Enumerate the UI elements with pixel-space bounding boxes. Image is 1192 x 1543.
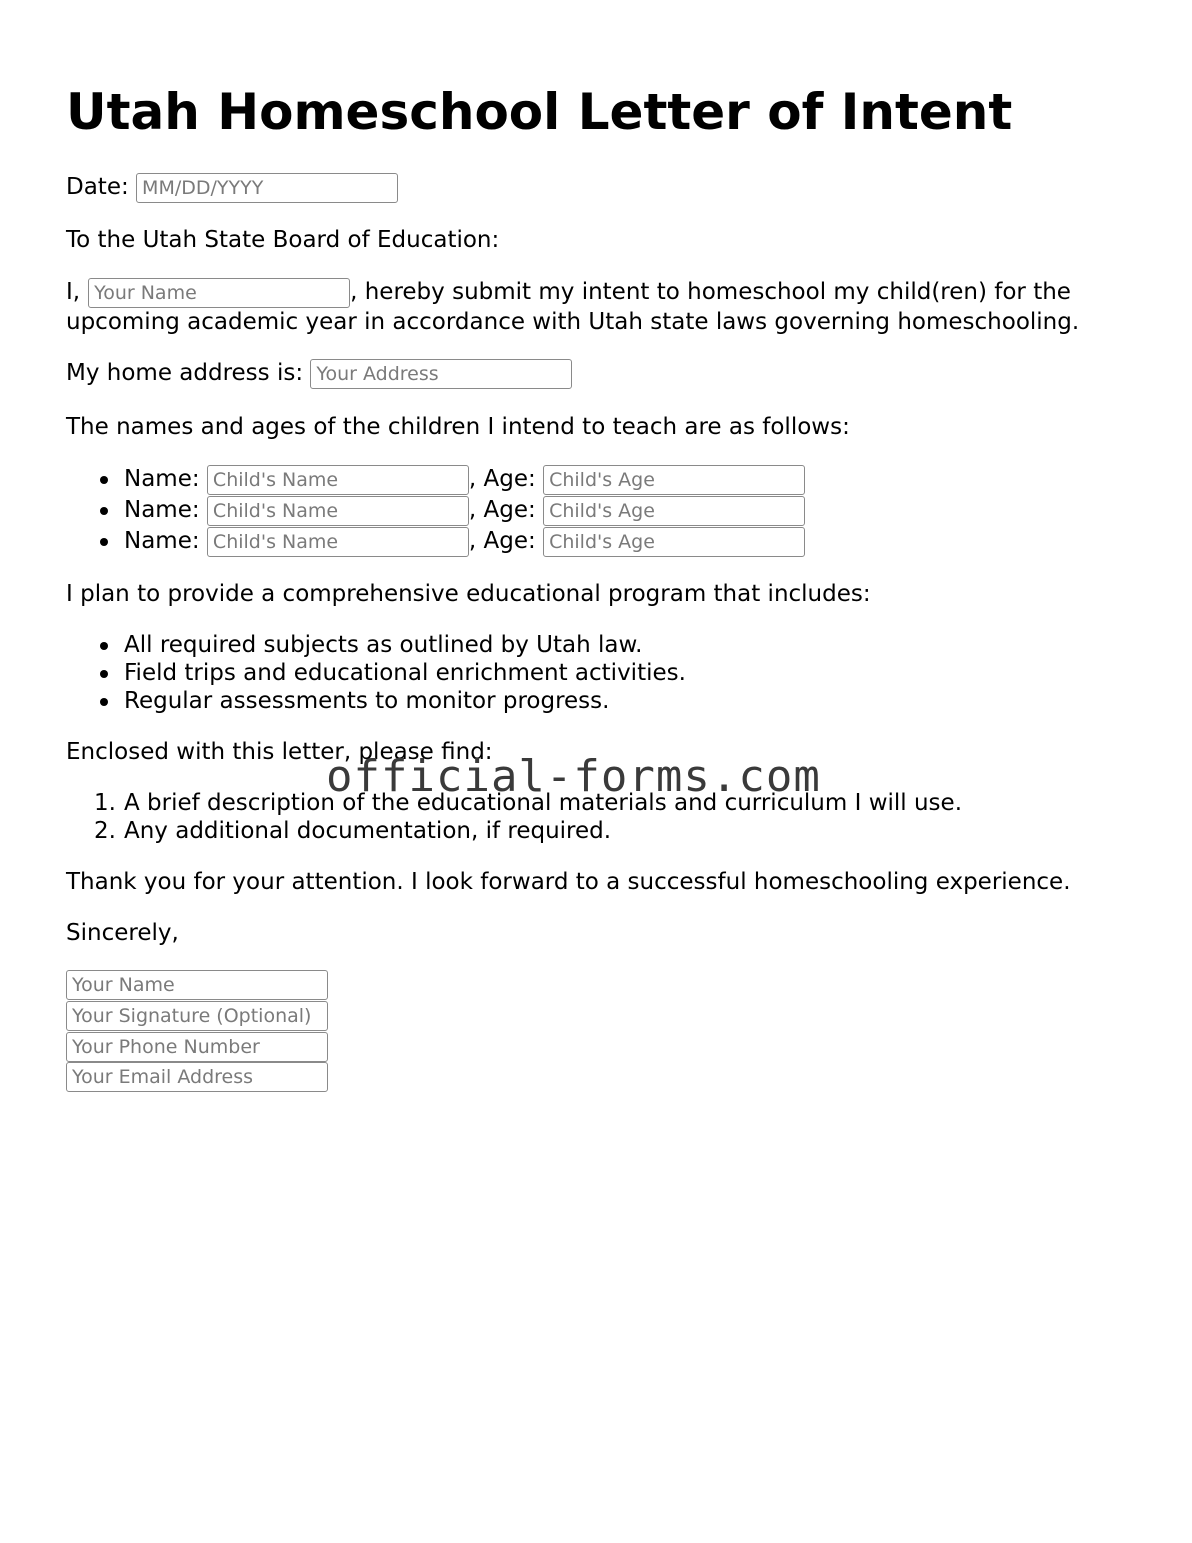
child-row [124,526,805,557]
enclosed-item [94,816,612,846]
child-name-input[interactable] [207,465,469,495]
child-age-input[interactable] [543,465,805,495]
child-row [124,464,805,495]
child-age-input[interactable] [543,527,805,557]
enclosed-intro: Enclosed with this letter, please find: [66,739,493,765]
children-intro: The names and ages of the children I intend to teach are as follows: [66,414,850,440]
enclosed-item-text: A brief description of the educational materials and curriculum I will use. [124,790,963,816]
intro-suffix: , hereby submit my intent to homeschool my child(ren) for the [350,279,1071,305]
program-item-text: Regular assessments to monitor progress. [124,688,610,714]
enclosed-item-number: 2. [94,818,116,844]
child-name-label: Name: [124,466,200,492]
child-row [124,495,805,526]
closing-text: Thank you for your attention. I look forward to a successful homeschooling experience. [66,869,1071,895]
program-intro: I plan to provide a comprehensive educational program that includes: [66,581,871,607]
signature-input[interactable] [66,1001,328,1031]
child-age-label: , Age: [468,497,536,523]
date-input[interactable] [136,173,398,203]
program-item [124,630,643,660]
intro-prefix: I, [66,279,81,305]
enclosed-item-number: 1. [94,790,116,816]
child-name-input[interactable] [207,527,469,557]
program-item [124,686,609,716]
program-item [124,658,686,688]
phone-input[interactable] [66,1032,328,1062]
email-input[interactable] [66,1062,328,1092]
salutation: To the Utah State Board of Education: [66,227,500,253]
enclosed-item-text: Any additional documentation, if required. [124,818,612,844]
your-name-input[interactable] [88,278,350,308]
signature-name-input[interactable] [66,970,328,1000]
child-age-input[interactable] [543,496,805,526]
child-name-label: Name: [124,528,200,554]
child-name-input[interactable] [207,496,469,526]
date-label: Date: [66,174,129,200]
date-row [66,172,398,203]
address-input[interactable] [310,359,572,389]
intro-line-1 [66,277,1071,308]
child-name-label: Name: [124,497,200,523]
watermark-text: official-forms.com [326,751,821,802]
page-title: Utah Homeschool Letter of Intent [66,83,1013,141]
program-item-text: Field trips and educational enrichment activities. [124,660,686,686]
child-age-label: , Age: [468,466,536,492]
signoff: Sincerely, [66,920,179,946]
child-age-label: , Age: [468,528,536,554]
address-label: My home address is: [66,360,304,386]
address-row [66,358,572,389]
program-item-text: All required subjects as outlined by Utah law. [124,632,643,658]
intro-line-2: upcoming academic year in accordance with Utah state laws governing homeschooling. [66,309,1080,335]
